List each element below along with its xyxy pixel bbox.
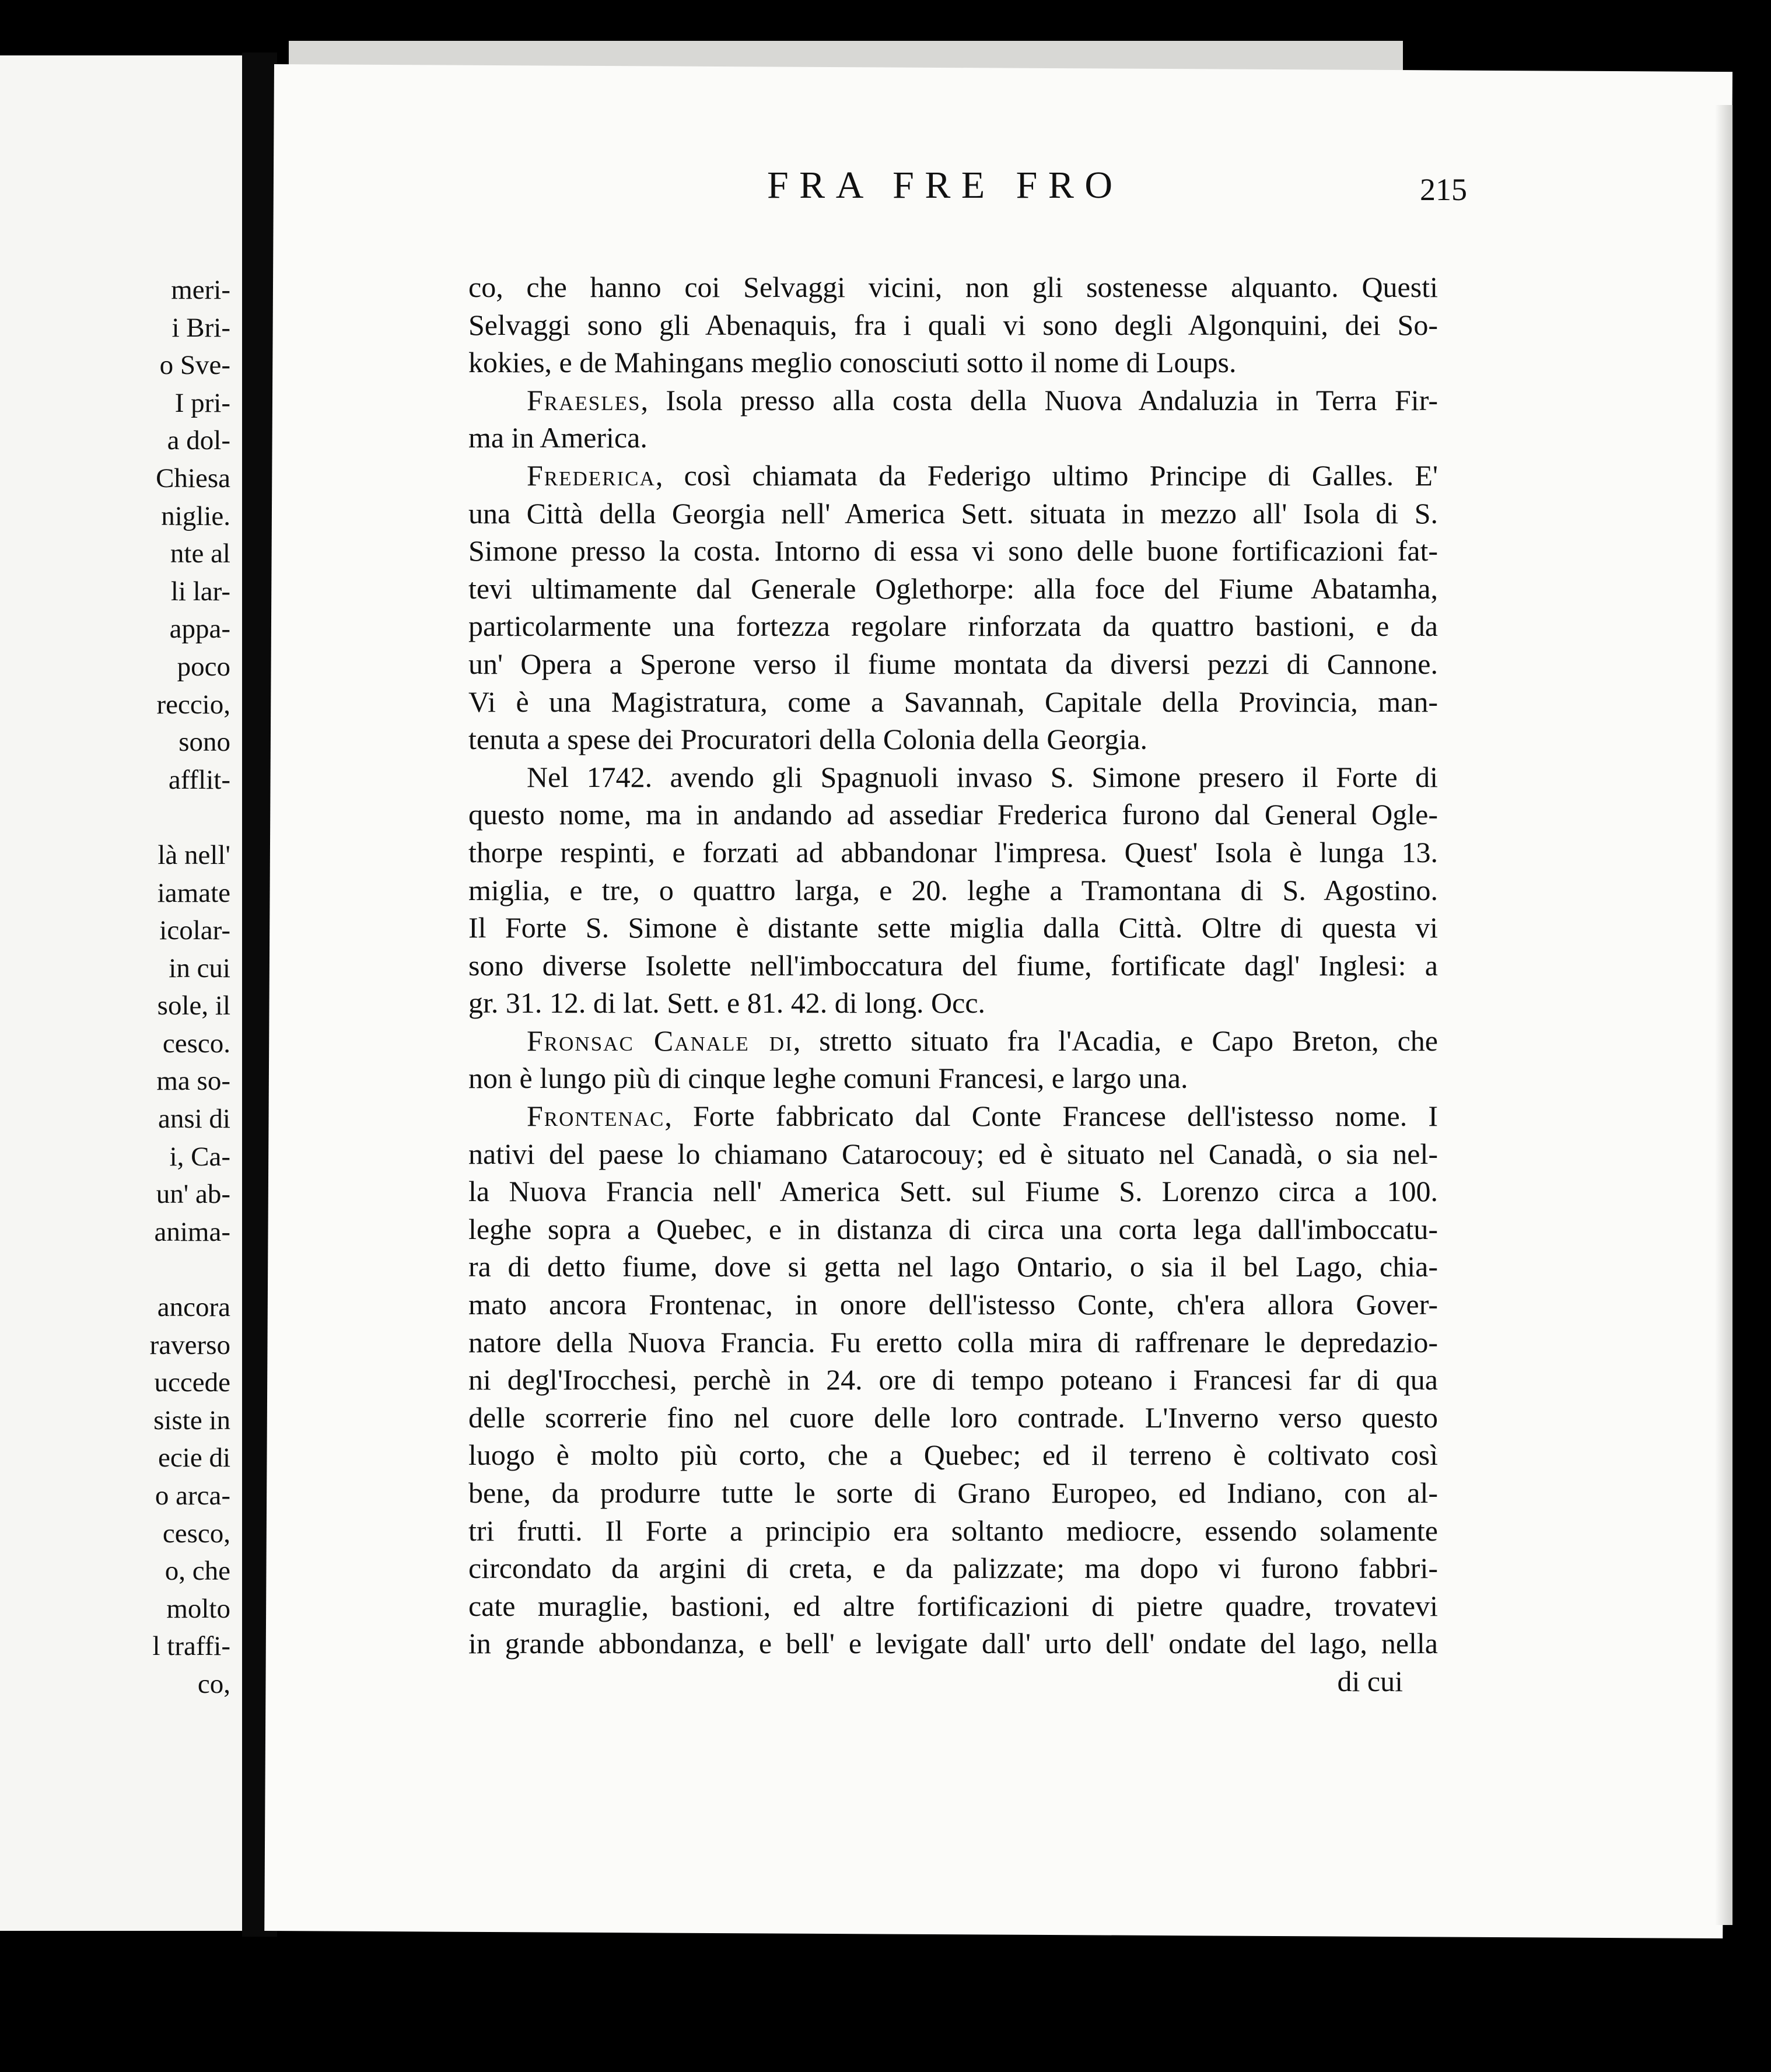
left-page-line: niglie. [161,501,230,531]
left-page-text-fragment [0,271,230,1703]
text-line [468,1135,1438,1173]
entry-headword: Frederica [527,459,656,492]
text-line [468,834,1438,872]
text-segment: Simone presso la costa. Intorno di essa vi sono delle buone fortificazioni fat- [468,534,1438,568]
text-line [468,1172,1438,1210]
text-segment: ma in America. [468,421,648,454]
text-segment: Vi è una Magistratura, come a Savannah, Capitale della Provincia, man- [468,685,1438,718]
text-line [468,495,1438,533]
left-page-line: poco [177,651,230,682]
entry-headword: Fraesles [527,383,641,416]
entry-headword: Frontenac [527,1100,665,1133]
text-segment: miglia, e tre, o quattro larga, e 20. leghe a Tramontana di S. Agostino. [468,873,1438,907]
text-segment: questo nome, ma in andando ad assediar Frederica furono dal General Ogle- [468,798,1438,831]
text-line [468,1361,1438,1399]
text-segment: particolarmente una fortezza regolare rinforzata da quattro bastioni, e da [468,610,1438,643]
text-segment: Nel 1742. avendo gli Spagnuoli invaso S. Simone presero il Forte di [527,760,1438,793]
text-segment: , stretto situato fra l'Acadia, e Capo Breton, che [793,1024,1438,1057]
left-page-line: un' ab- [156,1179,230,1210]
text-line [468,268,1438,306]
left-page-line: cesco. [162,1028,230,1059]
left-page-line: a dol- [167,425,230,456]
text-segment: Selvaggi sono gli Abenaquis, fra i quali vi sono degli Algonquini, dei So- [468,308,1438,341]
text-segment: luogo è molto più corto, che a Quebec; ed il terreno è coltivato così [468,1438,1438,1472]
text-line [468,1059,1438,1097]
left-page-line: anima- [154,1216,230,1247]
text-segment: bene, da produrre tutte le sorte di Grano Europeo, ed Indiano, con al- [468,1476,1438,1509]
left-page-line [0,799,230,836]
text-line [468,1436,1438,1474]
text-segment: tevi ultimamente dal Generale Oglethorpe: alla foce del Fiume Abatamha, [468,572,1438,605]
left-page-line: co, [197,1668,230,1699]
text-segment: cate muraglie, bastioni, ed altre fortificazioni di pietre quadre, trovatevi [468,1589,1438,1622]
left-page-line: molto [166,1593,230,1624]
text-line [468,984,1438,1022]
text-line [468,1097,1438,1135]
left-page-line: I pri- [174,387,230,418]
text-line [468,1625,1438,1662]
left-page-line: uccede [154,1367,230,1398]
text-segment: un' Opera a Sperone verso il fiume montata da diversi pezzi di Cannone. [468,647,1438,680]
text-line [468,645,1438,683]
text-segment: di cui [1337,1664,1403,1698]
text-line [468,683,1438,721]
text-line [468,909,1438,947]
running-title: FRA FRE FRO [767,164,1124,206]
text-segment: , Forte fabbricato dal Conte Francese dell'istesso nome. I [664,1100,1438,1133]
page-number: 215 [1420,172,1467,207]
text-segment: Il Forte S. Simone è distante sette miglia dalla Città. Oltre di questa vi [468,911,1438,944]
text-line [468,1399,1438,1437]
text-line [468,872,1438,909]
left-page-line: l traffi- [152,1631,230,1662]
text-segment: una Città della Georgia nell' America Sett. situata in mezzo all' Isola di S. [468,496,1438,530]
text-line [468,382,1438,419]
left-page-line: afflit- [168,764,230,795]
left-page-line: reccio, [156,689,230,720]
text-segment: gr. 31. 12. di lat. Sett. e 81. 42. di long. Occ. [468,986,986,1020]
left-page-line: nte al [170,538,230,569]
text-line [468,1512,1438,1550]
left-page-line: o, che [164,1556,230,1587]
entry-headword: Fronsac Canale di [527,1024,793,1057]
left-page-line: o Sve- [159,350,230,381]
text-line [468,570,1438,608]
left-page-line: sole, il [157,991,230,1021]
left-page-line: Chiesa [156,463,230,494]
text-segment: natore della Nuova Francia. Fu eretto colla mira di raffrenare le depredazio- [468,1325,1438,1359]
left-page-line: ancora [157,1292,230,1323]
left-page-line: o arca- [155,1480,230,1511]
text-line [468,796,1438,834]
text-segment: nativi del paese lo chiamano Catarocouy; ed è situato nel Canadà, o sia nel- [468,1137,1438,1170]
left-page-line: ecie di [158,1443,230,1474]
text-segment: delle scorrerie fino nel cuore delle loro contrade. L'Inverno verso questo [468,1401,1438,1434]
text-line [468,344,1438,382]
text-line [468,1324,1438,1362]
text-segment: thorpe respinti, e forzati ad abbandonar l'impresa. Quest' Isola è lunga 13. [468,835,1438,869]
text-line [468,1210,1438,1248]
left-page-line: cesco, [162,1518,230,1549]
text-line [468,1549,1438,1587]
text-segment: in grande abbondanza, e bell' e levigate dall' urto dell' ondate del lago, nella [468,1627,1438,1660]
text-line [468,532,1438,570]
left-page-line: in cui [169,953,230,984]
text-line [468,306,1438,344]
text-line [468,1022,1438,1060]
body-text [468,268,1438,1700]
page-header [499,163,1479,228]
left-facing-page [0,55,242,1931]
left-page-line: ansi di [158,1104,230,1135]
text-segment: tenuta a spese dei Procuratori della Colonia della Georgia. [468,723,1147,756]
catchword [468,1662,1438,1700]
left-page-line: là nell' [158,839,230,870]
left-page-line: li lar- [170,576,230,607]
text-line [468,947,1438,985]
left-page-line: ma so- [156,1066,230,1097]
left-page-line: siste in [153,1405,230,1436]
text-segment: leghe sopra a Quebec, e in distanza di circa una corta lega dall'imboccatu- [468,1212,1438,1245]
left-page-line [0,1251,230,1289]
text-segment: mato ancora Frontenac, in onore dell'istesso Conte, ch'era allora Gover- [468,1288,1438,1321]
text-segment: circondato da argini di creta, e da palizzate; ma dopo vi furono fabbri- [468,1552,1438,1585]
text-line [468,457,1438,495]
text-segment: , così chiamata da Federigo ultimo Principe di Galles. E' [655,459,1438,492]
left-page-line: appa- [169,614,230,645]
left-page-line: meri- [171,275,230,305]
text-line [468,1587,1438,1625]
left-page-line: i Bri- [172,312,230,343]
text-segment: co, che hanno coi Selvaggi vicini, non gli sostenesse alquanto. Questi [468,271,1438,303]
left-page-line: iamate [157,877,230,908]
text-line [468,419,1438,457]
text-segment: kokies, e de Mahingans meglio conosciuti sotto il nome di Loups. [468,346,1237,379]
text-line [468,1286,1438,1324]
text-segment: , Isola presso alla costa della Nuova Andaluzia in Terra Fir- [640,383,1438,416]
text-segment: non è lungo più di cinque leghe comuni Francesi, e largo una. [468,1062,1188,1095]
text-segment: ni degl'Irocchesi, perchè in 24. ore di tempo poteano i Francesi far di qua [468,1363,1438,1396]
left-page-line: icolar- [159,915,230,946]
left-page-line: sono [178,727,230,758]
text-line [468,758,1438,796]
text-line [468,607,1438,645]
page-edge-shadow [1715,105,1732,1925]
text-segment: ra di detto fiume, dove si getta nel lago Ontario, o sia il bel Lago, chia- [468,1250,1438,1283]
text-line [468,1474,1438,1512]
text-segment: sono diverse Isolette nell'imboccatura del fiume, fortificate dagl' Inglesi: a [468,949,1438,982]
left-page-line: raverso [149,1329,230,1360]
text-line [468,1248,1438,1286]
text-segment: tri frutti. Il Forte a principio era soltanto mediocre, essendo solamente [468,1514,1438,1547]
left-page-line: i, Ca- [169,1141,230,1172]
text-line [468,720,1438,758]
text-segment: la Nuova Francia nell' America Sett. sul Fiume S. Lorenzo circa a 100. [468,1175,1438,1208]
